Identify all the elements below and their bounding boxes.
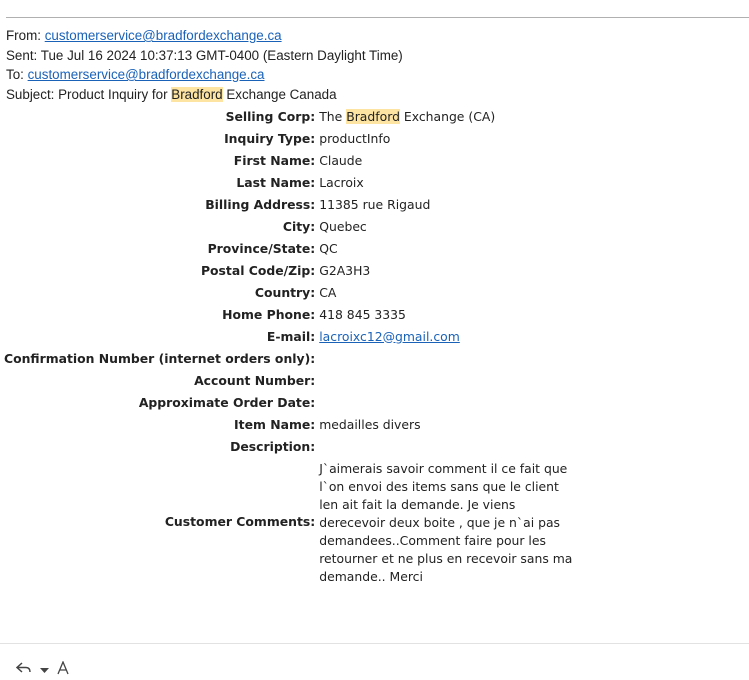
table-row <box>4 281 581 303</box>
email-label: E-mail: <box>266 328 316 344</box>
sent-line <box>6 46 746 66</box>
confirmation-number-label: Confirmation Number (internet orders only): <box>4 350 316 366</box>
subject-suffix: Exchange Canada <box>222 86 337 102</box>
selling-corp-suffix: Exchange (CA) <box>399 108 496 124</box>
billing-address-value: 11385 rue Rigaud <box>319 196 431 212</box>
approx-order-date-label: Approximate Order Date: <box>138 394 316 410</box>
sent-label: Sent: <box>6 47 38 63</box>
item-name-value: medailles divers <box>319 416 421 432</box>
email-value-cell <box>319 325 581 347</box>
confirmation-number-value <box>319 347 581 369</box>
subject-label: Subject: <box>6 86 55 102</box>
top-divider <box>6 17 749 18</box>
description-label: Description: <box>230 438 316 454</box>
table-row <box>4 171 581 193</box>
table-row <box>4 391 581 413</box>
table-row <box>4 347 581 369</box>
from-label: From: <box>6 28 41 43</box>
table-row <box>4 325 581 347</box>
table-row <box>4 457 581 586</box>
country-value: CA <box>319 284 337 300</box>
home-phone-label: Home Phone: <box>222 306 316 322</box>
from-address-link[interactable]: customerservice@bradfordexchange.ca <box>44 28 282 43</box>
table-row <box>4 259 581 281</box>
first-name-label: First Name: <box>233 152 316 168</box>
table-row <box>4 215 581 237</box>
table-row <box>4 237 581 259</box>
province-state-value: QC <box>319 240 338 256</box>
text-format-icon[interactable] <box>57 661 69 679</box>
postal-code-label: Postal Code/Zip: <box>200 262 316 278</box>
selling-corp-prefix: The <box>319 108 347 124</box>
country-label: Country: <box>254 284 316 300</box>
subject-prefix: Product Inquiry for <box>58 86 172 102</box>
approx-order-date-value <box>319 391 581 413</box>
reply-icon[interactable] <box>16 661 32 679</box>
from-line <box>6 26 746 46</box>
customer-comments-value: J`aimerais savoir comment il ce fait que l`on envoi des items sans que le client len ait fait la demande. Je viens derecevoir deux boite , que je n`ai pas demandees..Comment faire pour les retourner et ne plus en recevoir sans ma demande.. Merci <box>319 461 573 584</box>
inquiry-type-value: productInfo <box>319 130 391 146</box>
subject-line <box>6 85 746 105</box>
subject-highlight: Bradford <box>171 86 223 102</box>
table-row <box>4 193 581 215</box>
to-line <box>6 65 746 85</box>
customer-comments-label: Customer Comments: <box>164 514 316 529</box>
reply-toolbar <box>16 660 69 680</box>
sent-value: Tue Jul 16 2024 10:37:13 GMT-0400 (Eastern Daylight Time) <box>40 47 403 63</box>
home-phone-value: 418 845 3335 <box>319 306 406 322</box>
email-header <box>6 26 746 104</box>
inquiry-fields-table <box>4 105 581 586</box>
table-row <box>4 149 581 171</box>
account-number-value <box>319 369 581 391</box>
table-row <box>4 105 581 127</box>
first-name-value: Claude <box>319 152 363 168</box>
to-address-link[interactable]: customerservice@bradfordexchange.ca <box>27 67 265 82</box>
table-row <box>4 435 581 457</box>
to-label: To: <box>6 67 24 82</box>
selling-corp-value <box>319 105 581 127</box>
table-row <box>4 369 581 391</box>
caret-down-icon[interactable] <box>40 662 49 678</box>
customer-comments-cell <box>319 457 581 586</box>
description-value <box>319 435 581 457</box>
province-state-label: Province/State: <box>207 240 316 256</box>
table-row <box>4 303 581 325</box>
selling-corp-label: Selling Corp: <box>225 108 316 124</box>
bottom-divider <box>0 643 749 644</box>
last-name-label: Last Name: <box>236 174 316 190</box>
selling-corp-highlight: Bradford <box>346 108 400 124</box>
city-label: City: <box>282 218 316 234</box>
customer-email-link[interactable]: lacroixc12@gmail.com <box>319 328 460 344</box>
inquiry-type-label: Inquiry Type: <box>224 130 316 146</box>
account-number-label: Account Number: <box>194 372 316 388</box>
table-row <box>4 127 581 149</box>
postal-code-value: G2A3H3 <box>319 262 371 278</box>
table-row <box>4 413 581 435</box>
city-value: Quebec <box>319 218 367 234</box>
last-name-value: Lacroix <box>319 174 364 190</box>
item-name-label: Item Name: <box>234 416 316 432</box>
billing-address-label: Billing Address: <box>205 196 316 212</box>
